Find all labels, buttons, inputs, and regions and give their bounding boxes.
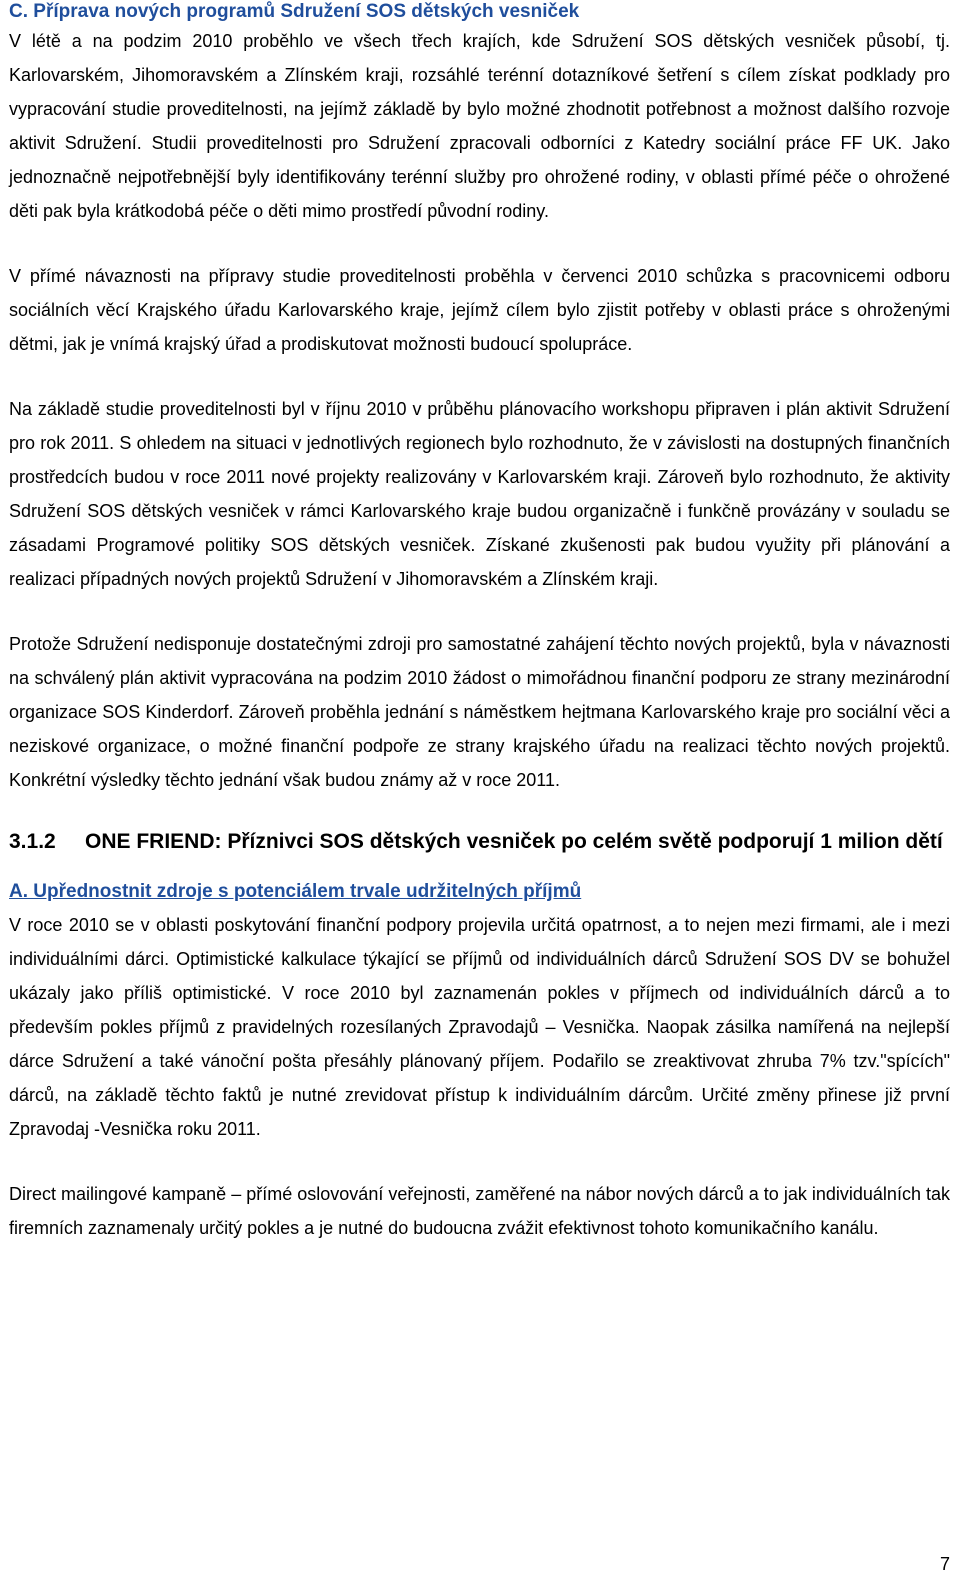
section-c-paragraph-2: V přímé návaznosti na přípravy studie proveditelnosti proběhla v červenci 2010 schůzka s pracovnicemi odboru sociálních věcí Krajského úřadu Karlovarského kraje, jejímž cílem bylo zjistit potřeby v oblasti práce s ohroženými dětmi, jak je vnímá krajský úřad a prodiskutovat možnosti budoucí spolupráce. [9, 266, 950, 354]
page-number: 7 [939, 1554, 950, 1574]
section-a-paragraph-1: V roce 2010 se v oblasti poskytování finanční podpory projevila určitá opatrnost, a to nejen mezi firmami, ale i mezi individuálními dárci. Optimistické kalkulace týkající se příjmů od individuálních dárců Sdružení SOS DV se bohužel ukázaly jako příliš optimistické. V roce 2010 byl zaznamenán pokles v příjmech od individuálních dárců a to především pokles příjmů z pravidelných rozesílaných Zpravodajů – Vesnička. Naopak zásilka namířená na nejlepší dárce Sdružení a také vánoční pošta přesáhly plánovaný příjem. Podařilo se zreaktivovat zhruba 7% tzv."spících" dárců, na základě těchto faktů je nutné zrevidovat přístup k individuálním dárcům. Určité změny přinese již první Zpravodaj -Vesnička roku 2011. [9, 915, 950, 1139]
subsection-number: 3.1.2 [9, 830, 56, 853]
section-c-paragraph-3: Na základě studie proveditelnosti byl v říjnu 2010 v průběhu plánovacího workshopu připraven i plán aktivit Sdružení pro rok 2011. S ohledem na situaci v jednotlivých regionech bylo rozhodnuto, že v závislosti na dostupných finančních prostředcích budou v roce 2011 nové projekty realizovány v Karlovarském kraji. Zároveň bylo rozhodnuto, že aktivity Sdružení SOS dětských vesniček v rámci Karlovarského kraje budou organizačně i funkčně provázány v souladu se zásadami Programové politiky SOS dětských vesniček. Získané zkušenosti pak budou využity při plánování a realizaci případných nových projektů Sdružení v Jihomoravském a Zlínském kraji. [9, 399, 950, 589]
section-a-heading: A. Upřednostnit zdroje s potenciálem trvale udržitelných příjmů [9, 881, 582, 902]
subsection-title: ONE FRIEND: Příznivci SOS dětských vesniček po celém světě podporují 1 milion dětí [85, 830, 943, 853]
section-a-paragraph-2: Direct mailingové kampaně – přímé oslovování veřejnosti, zaměřené na nábor nových dárců a to jak individuálních tak firemních zaznamenaly určitý pokles a je nutné do budoucna zvážit efektivnost tohoto komunikačního kanálu. [9, 1184, 950, 1238]
section-c-paragraph-4: Protože Sdružení nedisponuje dostatečnými zdroji pro samostatné zahájení těchto nových projektů, byla v návaznosti na schválený plán aktivit vypracována na podzim 2010 žádost o mimořádnou finanční podporu ze strany mezinárodní organizace SOS Kinderdorf. Zároveň proběhla jednání s náměstkem hejtmana Karlovarského kraje pro sociální věci a neziskové organizace, o možné finanční podpoře ze strany krajského úřadu na realizaci těchto nových projektů. Konkrétní výsledky těchto jednání však budou známy až v roce 2011. [9, 634, 950, 790]
document-page [9, 0, 950, 1245]
subsection-heading [9, 824, 950, 860]
section-c-heading: C. Příprava nových programů Sdružení SOS dětských vesniček [9, 1, 580, 22]
section-c-paragraph-1: V létě a na podzim 2010 proběhlo ve všech třech krajích, kde Sdružení SOS dětských vesniček působí, tj. Karlovarském, Jihomoravském a Zlínském kraji, rozsáhlé terénní dotazníkové šetření s cílem získat podklady pro vypracování studie proveditelnosti, na jejímž základě by bylo možné zhodnotit potřebnost a možnost dalšího rozvoje aktivit Sdružení. Studii proveditelnosti pro Sdružení zpracovali odborníci z Katedry sociální práce FF UK. Jako jednoznačně nejpotřebnější byly identifikovány terénní služby pro ohrožené rodiny, v oblasti přímé péče o ohrožené děti pak byla krátkodobá péče o děti mimo prostředí původní rodiny. [9, 31, 950, 221]
